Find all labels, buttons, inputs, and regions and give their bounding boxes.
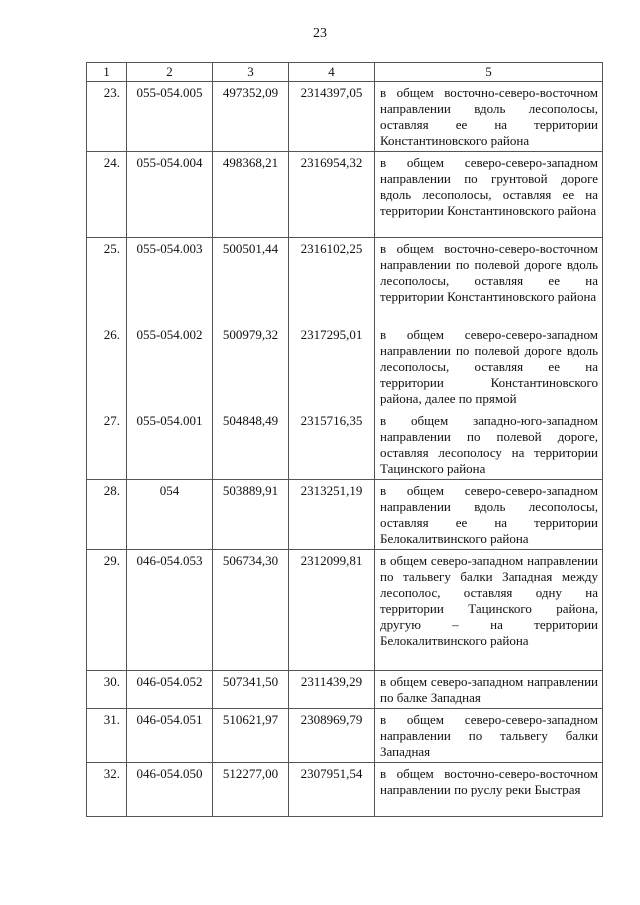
coord-x: 497352,09: [213, 82, 289, 152]
table-row: [87, 410, 603, 480]
point-code: 055-054.005: [127, 82, 213, 152]
row-number: 25.: [87, 238, 127, 324]
header-col-1: 1: [87, 63, 127, 82]
coord-y: 2316102,25: [289, 238, 375, 324]
direction-description: в общем северо-северо-западном направлении по полевой дороге вдоль лесополосы, оставляя ее на территории Константиновского района, далее по прямой: [375, 324, 603, 410]
row-number: 29.: [87, 549, 127, 670]
coord-y: 2316954,32: [289, 152, 375, 238]
row-number: 32.: [87, 762, 127, 816]
row-number: 28.: [87, 479, 127, 549]
row-number: 30.: [87, 670, 127, 708]
table-row: [87, 82, 603, 152]
point-code: 054: [127, 479, 213, 549]
point-code: 055-054.001: [127, 410, 213, 480]
row-number: 26.: [87, 324, 127, 410]
point-code: 046-054.051: [127, 708, 213, 762]
coord-y: 2314397,05: [289, 82, 375, 152]
table-row: [87, 479, 603, 549]
coord-x: 498368,21: [213, 152, 289, 238]
row-number: 23.: [87, 82, 127, 152]
table-header-row: [87, 63, 603, 82]
coord-x: 500501,44: [213, 238, 289, 324]
table-row: [87, 549, 603, 670]
coord-x: 512277,00: [213, 762, 289, 816]
direction-description: в общем северо-северо-западном направлении по грунтовой дороге вдоль лесополосы, оставляя ее на территории Константиновского района: [375, 152, 603, 238]
coord-y: 2308969,79: [289, 708, 375, 762]
direction-description: в общем восточно-северо-восточном направлении вдоль лесополосы, оставляя ее на территории Константиновского района: [375, 82, 603, 152]
coord-y: 2307951,54: [289, 762, 375, 816]
table-row: [87, 762, 603, 816]
point-code: 055-054.002: [127, 324, 213, 410]
point-code: 046-054.050: [127, 762, 213, 816]
direction-description: в общем северо-западном направлении по тальвегу балки Западная между лесополос, оставляя одну на территории Тацинского района, другую – на территории Белокалитвинского района: [375, 549, 603, 670]
header-col-5: 5: [375, 63, 603, 82]
table-row: [87, 152, 603, 238]
direction-description: в общем западно-юго-западном направлении по полевой дороге, оставляя лесополосу на территории Тацинского района: [375, 410, 603, 480]
coord-x: 507341,50: [213, 670, 289, 708]
coord-y: 2317295,01: [289, 324, 375, 410]
header-col-2: 2: [127, 63, 213, 82]
table-row: [87, 238, 603, 324]
coord-x: 510621,97: [213, 708, 289, 762]
table-row: [87, 670, 603, 708]
direction-description: в общем восточно-северо-восточном направлении по полевой дороге вдоль лесополосы, оставляя ее на территории Константиновского района: [375, 238, 603, 324]
coord-y: 2315716,35: [289, 410, 375, 480]
coord-x: 504848,49: [213, 410, 289, 480]
page-number: 23: [313, 26, 327, 41]
coord-y: 2313251,19: [289, 479, 375, 549]
direction-description: в общем восточно-северо-восточном направлении по руслу реки Быстрая: [375, 762, 603, 816]
direction-description: в общем северо-западном направлении по балке Западная: [375, 670, 603, 708]
header-col-3: 3: [213, 63, 289, 82]
coord-x: 503889,91: [213, 479, 289, 549]
point-code: 055-054.004: [127, 152, 213, 238]
coord-y: 2312099,81: [289, 549, 375, 670]
point-code: 046-054.053: [127, 549, 213, 670]
coord-x: 500979,32: [213, 324, 289, 410]
coord-x: 506734,30: [213, 549, 289, 670]
point-code: 046-054.052: [127, 670, 213, 708]
direction-description: в общем северо-северо-западном направлении вдоль лесополосы, оставляя ее на территории Белокалитвинского района: [375, 479, 603, 549]
table-row: [87, 324, 603, 410]
boundary-points-table: [86, 62, 603, 817]
header-col-4: 4: [289, 63, 375, 82]
table-row: [87, 708, 603, 762]
direction-description: в общем северо-северо-западном направлении по тальвегу балки Западная: [375, 708, 603, 762]
coord-y: 2311439,29: [289, 670, 375, 708]
row-number: 27.: [87, 410, 127, 480]
row-number: 24.: [87, 152, 127, 238]
row-number: 31.: [87, 708, 127, 762]
point-code: 055-054.003: [127, 238, 213, 324]
